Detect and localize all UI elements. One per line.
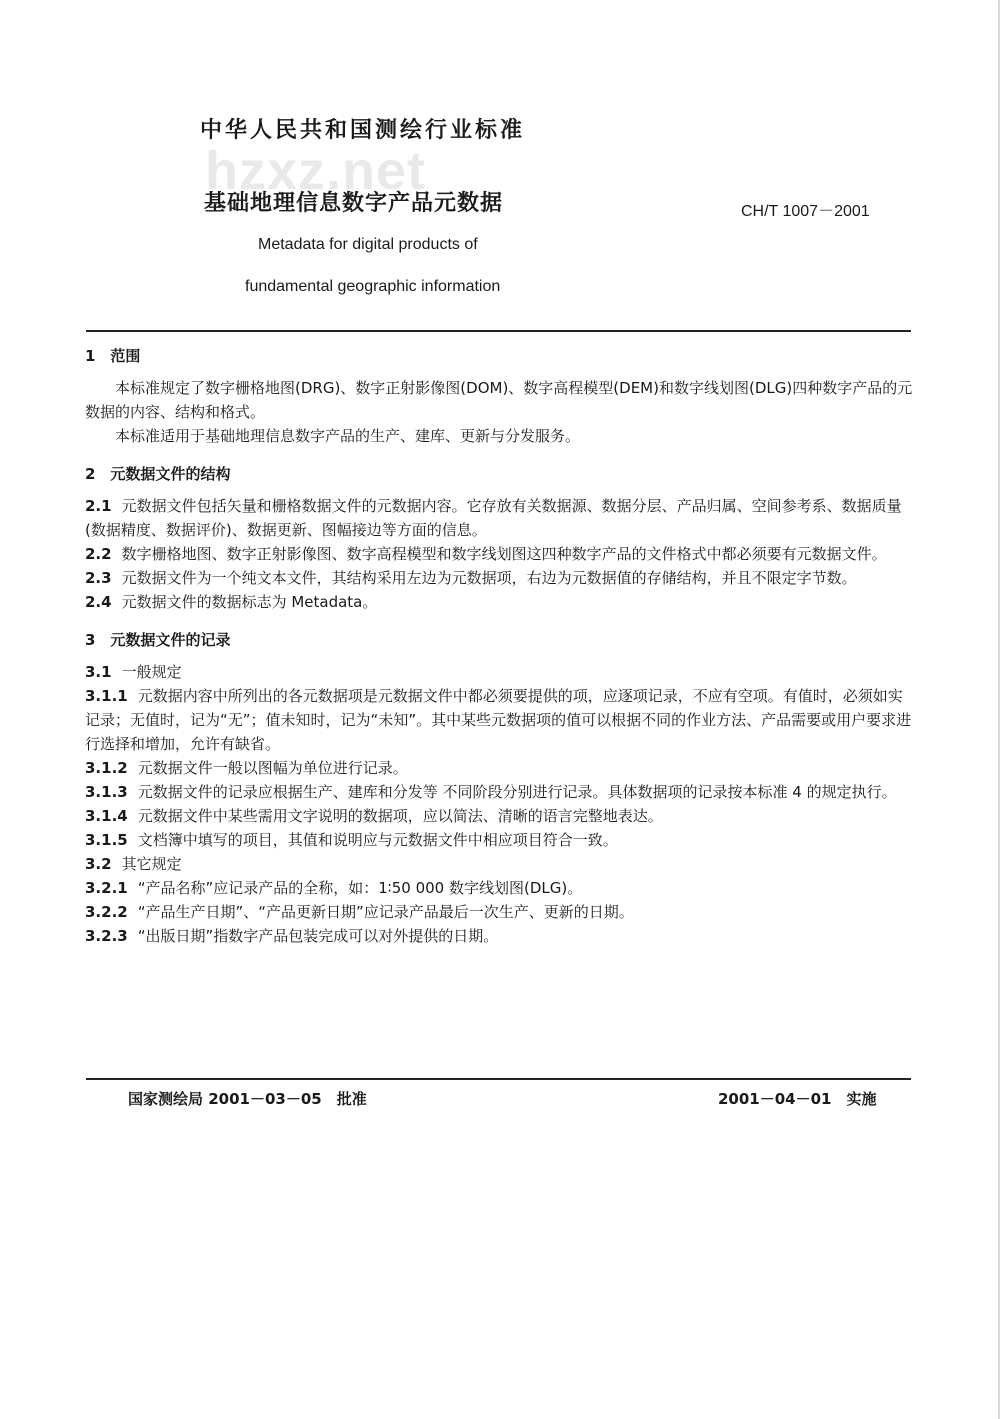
clause-number: 3.1.2 bbox=[85, 759, 128, 777]
clause-number: 2.1 bbox=[85, 497, 112, 515]
clause-number: 2.4 bbox=[85, 593, 112, 611]
clause-number: 3.2 bbox=[85, 855, 112, 873]
document-body bbox=[85, 344, 913, 962]
section-heading: 2 元数据文件的结构 bbox=[85, 465, 231, 483]
paragraph: 本标准规定了数字栅格地图(DRG)、数字正射影像图(DOM)、数字高程模型(DEM)和数字线划图(DLG)四种数字产品的元数据的内容、结构和格式。 bbox=[85, 379, 913, 421]
approval-date: 国家测绘局 2001－03－05 批准 bbox=[128, 1090, 367, 1108]
clause-text: 元数据文件的数据标志为 Metadata。 bbox=[121, 593, 378, 611]
clause-text: “出版日期”指数字产品包装完成可以对外提供的日期。 bbox=[137, 927, 499, 945]
clause-text: 数字栅格地图、数字正射影像图、数字高程模型和数字线划图这四种数字产品的文件格式中都必须要有元数据文件。 bbox=[121, 545, 887, 563]
section-heading: 1 范围 bbox=[85, 347, 141, 365]
implementation-date: 2001－04－01 实施 bbox=[718, 1090, 877, 1108]
clause-number: 3.1.5 bbox=[85, 831, 128, 849]
clause bbox=[85, 684, 913, 756]
clause-number: 3.1.4 bbox=[85, 807, 128, 825]
section-heading: 3 元数据文件的记录 bbox=[85, 631, 231, 649]
clause-number: 3.2.2 bbox=[85, 903, 128, 921]
clause-number: 3.1 bbox=[85, 663, 112, 681]
watermark: hzxz.net bbox=[205, 141, 427, 201]
clause bbox=[85, 542, 913, 566]
clause-text: 其它规定 bbox=[121, 855, 182, 873]
section-1 bbox=[85, 344, 913, 448]
clause-text: “产品名称”应记录产品的全称，如：1∶50 000 数字线划图(DLG)。 bbox=[137, 879, 583, 897]
clause-text: 文档簿中填写的项目，其值和说明应与元数据文件中相应项目符合一致。 bbox=[137, 831, 618, 849]
clause bbox=[85, 900, 913, 924]
top-divider bbox=[86, 330, 911, 332]
standard-code: CH/T 1007－2001 bbox=[741, 203, 870, 220]
clause bbox=[85, 924, 913, 948]
clause bbox=[85, 566, 913, 590]
clause-text: 元数据文件为一个纯文本文件，其结构采用左边为元数据项，右边为元数据值的存储结构，并且不限定字节数。 bbox=[121, 569, 857, 587]
subsection-heading bbox=[85, 660, 913, 684]
clause-number: 2.3 bbox=[85, 569, 112, 587]
clause-text: 元数据文件的记录应根据生产、建库和分发等 不同阶段分别进行记录。具体数据项的记录按本标准 4 的规定执行。 bbox=[137, 783, 897, 801]
clause bbox=[85, 828, 913, 852]
clause-number: 3.2.1 bbox=[85, 879, 128, 897]
clause-text: “产品生产日期”、“产品更新日期”应记录产品最后一次生产、更新的日期。 bbox=[137, 903, 634, 921]
english-title-line-2: fundamental geographic information bbox=[245, 278, 501, 295]
paragraph: 本标准适用于基础地理信息数字产品的生产、建库、更新与分发服务。 bbox=[115, 427, 581, 445]
clause bbox=[85, 590, 913, 614]
bottom-divider bbox=[86, 1078, 911, 1080]
clause bbox=[85, 876, 913, 900]
clause-text: 元数据文件一般以图幅为单位进行记录。 bbox=[137, 759, 408, 777]
clause-number: 2.2 bbox=[85, 545, 112, 563]
clause-text: 元数据文件包括矢量和栅格数据文件的元数据内容。它存放有关数据源、数据分层、产品归属、空间参考系、数据质量(数据精度、数据评价)、数据更新、图幅接边等方面的信息。 bbox=[85, 497, 902, 539]
subsection-heading bbox=[85, 852, 913, 876]
clause-number: 3.2.3 bbox=[85, 927, 128, 945]
clause bbox=[85, 804, 913, 828]
english-title-line-1: Metadata for digital products of bbox=[258, 236, 478, 253]
clause bbox=[85, 780, 913, 804]
clause-number: 3.1.3 bbox=[85, 783, 128, 801]
section-2 bbox=[85, 462, 913, 614]
clause bbox=[85, 494, 913, 542]
clause-text: 元数据内容中所列出的各元数据项是元数据文件中都必须要提供的项，应逐项记录，不应有空项。有值时，必须如实记录；无值时，记为“无”；值未知时，记为“未知”。其中某些元数据项的值可以根据不同的作业方法、产品需要或用户要求进行选择和增加，允许有缺省。 bbox=[85, 687, 912, 753]
clause-number: 3.1.1 bbox=[85, 687, 128, 705]
clause-text: 元数据文件中某些需用文字说明的数据项，应以简法、清晰的语言完整地表达。 bbox=[137, 807, 663, 825]
clause bbox=[85, 756, 913, 780]
section-3 bbox=[85, 628, 913, 948]
document-title: 基础地理信息数字产品元数据 bbox=[204, 191, 504, 216]
clause-text: 一般规定 bbox=[121, 663, 182, 681]
industry-standard-header: 中华人民共和国测绘行业标准 bbox=[200, 118, 526, 143]
